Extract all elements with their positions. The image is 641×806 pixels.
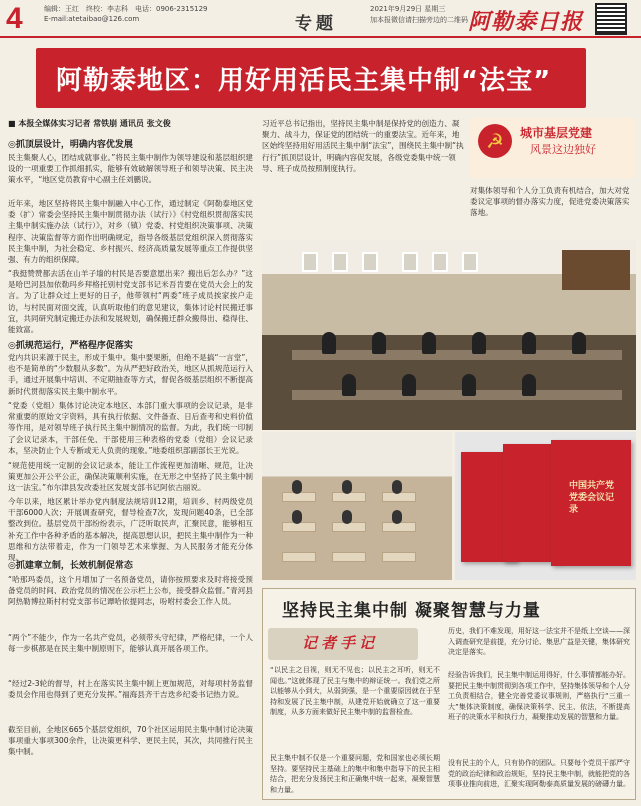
issue-date: 2021年9月29日 星期三 — [370, 5, 446, 13]
wall-frame — [332, 252, 348, 272]
page-number: 4 — [6, 2, 23, 35]
wall-frame — [432, 252, 448, 272]
paragraph: “我挺赞赞都去活在山羊子墙的村民是否要意愿出来？搬出后怎么办？”这是哈巴河县加依勒玛乡拜格托别村党支部书记米吾肯要在党员大会上的发言。为了让群众过上更好的日子，他带领村“两委”班子成员挨家挨户走访，与村民面对面交流，认真听取他们的意见建议，集体讨论村民搬迁事宜，共同研究制定搬迁办法和发展规划，确保搬迁群众搬得出、稳得住、能致富。 — [8, 269, 253, 335]
page-header — [0, 0, 641, 38]
paragraph: 党内共识来源于民主，形成于集中。集中要果断，但绝不是搞“一言堂”，也不是简单的“少数服从多数”。为从严把好政治关，地区从抓规范运行入手，通过开展集中培训、不定期抽查等方式，督促各级基层组织不断提高新时代贯彻落实民主集中制水平。 — [8, 353, 253, 396]
editor-info: 编辑：王红 终校：李志科 电话：0906-2315129 — [44, 5, 208, 13]
meeting-photo[interactable] — [262, 240, 636, 430]
paragraph: “哈那玛委员，这个月增加了一名预备党员，请你按照要求及时将接受预备党员的时间、政治党员的情况在公示栏上公布，接受群众监督。”青河县阿热勒博拉斯村村党支部书记谭哈依提同志，吩咐村委会工作人员。 — [8, 575, 253, 607]
record-book — [551, 440, 631, 566]
paragraph: 对集体领导和个人分工负责有机结合，加大对党委议定事项的督办落实力度，促进党委决策落实落地。 — [470, 186, 630, 218]
section-heading-1: ◎抓顶层设计，明确内容优发展 — [8, 140, 133, 150]
section-label: 专题 — [295, 14, 337, 34]
attendee — [342, 374, 356, 396]
notes-paragraph: “以民主之目视，则无不见也；以民主之耳听，则无不闻也。”这就体现了民主与集中的辩证统一。我们党之所以能够从小到大，从弱到强，是一个重要原因就在于坚持和发展了民主集中制，从建党开始就确立了这一重要制度，从多方面来做好民主集中制的监督检查。 — [270, 666, 440, 717]
student — [292, 510, 302, 524]
party-emblem-icon: ☭ — [478, 124, 512, 158]
intro-paragraph: 习近平总书记指出，坚持民主集中制是保持党的创造力、凝聚力、战斗力，保证党的团结统一的重要法宝。近年来，地区始终坚持用好用活民主集中制“法宝”，围绕民主集中制“执行行”抓顶层设计，明确内容促发展，各级党委集中统一领导、班子成员按照制度执行。 — [262, 119, 464, 173]
attendee — [472, 332, 486, 354]
paragraph: 今年以来，地区累计举办党内制度法规培训12期，培训乡、村两级党员干部6000人次；开展调查研究，督导检查7次，发现问题40条，已全部整改到位。基层党员干部纷纷表示，广泛听取民声，汇聚民意，能够相互补充工作中各种矛盾的基本解决，提高思想认识，把民主集中制作为一种思维和方法带着走，作为一门领导艺术来掌握、为人民服务才能充分体现。 — [8, 497, 253, 563]
badge-subtitle: 风景这边独好 — [530, 143, 596, 156]
masthead[interactable]: 阿勒泰日报 — [468, 10, 584, 35]
wall-frame — [302, 252, 318, 272]
record-books-photo[interactable] — [455, 432, 636, 580]
section-heading-3: ◎抓建章立制，长效机制促常态 — [8, 561, 133, 571]
paragraph: 截至目前，全地区665个基层党组织，70个社区运用民主集中制讨论决策事项重大事项300余件，让决策更科学、更民主民，其次，共同推行民主集中制。 — [8, 725, 253, 757]
attendee — [522, 332, 536, 354]
attendee — [372, 332, 386, 354]
book-title: 中国共产党党委会议记录 — [569, 481, 615, 515]
attendee — [402, 374, 416, 396]
classroom-photo[interactable] — [262, 432, 452, 580]
email-info: E-mail:atetaibao@126.com — [44, 15, 140, 23]
notes-paragraph: 没有民主的个人，只有协作的团队。只要每个党员干部严守党的政治纪律和政治规矩，坚持民主集中制，就能把党的各项事业推向前进，汇聚实现阿勒泰高质量发展的磅礴力量。 — [448, 759, 630, 789]
byline: ■ 本报全媒体实习记者 常铁崩 通讯员 张文俊 — [8, 119, 171, 128]
wall-frame — [462, 252, 478, 272]
section-heading-2: ◎抓规范运行，严格程序促落实 — [8, 341, 133, 351]
wall-frame — [362, 252, 378, 272]
notes-paragraph: 经验告诉我们，民主集中制运用得好，什么事情都能办好。要把民主集中制贯彻到各项工作中，坚持集体领导和个人分工负责相结合，健全完善党委议事规则，严格执行“三重一大”集体决策制度，确保决策科学、民主、依法，不断提高班子的决策水平和执行力，凝聚推动发展的智慧和力量。 — [448, 671, 630, 722]
student — [292, 480, 302, 494]
qr-code[interactable] — [595, 3, 627, 35]
badge-title: 城市基层党建 — [520, 126, 593, 140]
qr-note: 加本报微信请扫描旁边的二维码 — [370, 16, 468, 24]
bookshelf — [562, 250, 630, 290]
paragraph: 民主集聚人心，团结成就事业。”将民主集中制作为领导建设和基层组织建设的一项重要工作抓细抓实，能够有效破解领导班子和领导决策、民主决策水平，“地区党员教育中心副主任刘鹏说。 — [8, 153, 253, 185]
wall-frame — [402, 252, 418, 272]
attendee — [522, 374, 536, 396]
student — [342, 510, 352, 524]
student — [342, 480, 352, 494]
desk — [332, 552, 366, 562]
notes-paragraph: 民主集中制不仅是一个重要问题，党和国家也必须长期坚持。要坚持民主基础上的集中和集中指导下的民主相结合，把充分发扬民主和正确集中统一起来，凝聚智慧和力量。 — [270, 754, 440, 794]
paragraph: “党委（党组）集体讨论决定本地区、本部门重大事项的会议记录，是非常重要的原始文字资料，具有执行依据、文件备查、日后查考和史料价值等作用，是对领导班子执行民主集中制情况的监督。为此，我们统一印制了会议记录本，干部任免、干部使用三种表格的党委（党组）会议记录本，坚决防止个人专断或无人负责的现象。”地委组织部副部长王光说。 — [8, 401, 253, 455]
attendee — [462, 374, 476, 396]
student — [392, 510, 402, 524]
student — [392, 480, 402, 494]
box-title: 坚持民主集中制 凝聚智慧与力量 — [282, 601, 541, 621]
desk — [282, 552, 316, 562]
desk — [382, 552, 416, 562]
notes-label: 记者手记 — [302, 634, 379, 652]
paragraph: 近年来，地区坚持将民主集中制融入中心工作，通过制定《阿勒泰地区党委（扩）常委会坚持民主集中制贯彻办法（试行）》《村党组织贯彻落实民主集中制实施办法（试行）》，对乡（镇）党委、村党组织决策事项、决策程序、决策监督等方面作出明确规定，指导各级基层党组织深入贯彻落实民主集中制，为社会稳定、乡村振兴、经济高质量发展等重点工作提供坚强、有力的组织保障。 — [8, 199, 253, 265]
attendee — [572, 332, 586, 354]
paragraph: “经过2-3轮的督导，村上在落实民主集中制上更加规范，对每项村务监督委员会作用也得到了更充分发挥。”福海县齐干吉迭乡纪委书记热力说。 — [8, 679, 253, 700]
paragraph: “规范使用统一定制的会议记录本，能让工作流程更加清晰、规范，让决策更加公开公平公正，确保决策顺利实施，在无形之中坚持了民主集中制这一法宝。”布尔津县发改委社区发展支部书记阿依古丽说。 — [8, 461, 253, 493]
page-title: 阿勒泰地区：用好用活民主集中制“法宝” — [56, 66, 552, 96]
notes-paragraph: 历史，我们不难发现，用好这一法宝并不是纸上空谈——深入调查研究是前提，充分讨论、集思广益是关键，集体研究决定是落实。 — [448, 627, 630, 657]
attendee — [322, 332, 336, 354]
paragraph: “两个”不能少，作为一名共产党员，必须带头守纪律，严格纪律，一个人每一步棋都是在民主集中制原则下，能够认真开展各项工作。 — [8, 633, 253, 654]
attendee — [422, 332, 436, 354]
